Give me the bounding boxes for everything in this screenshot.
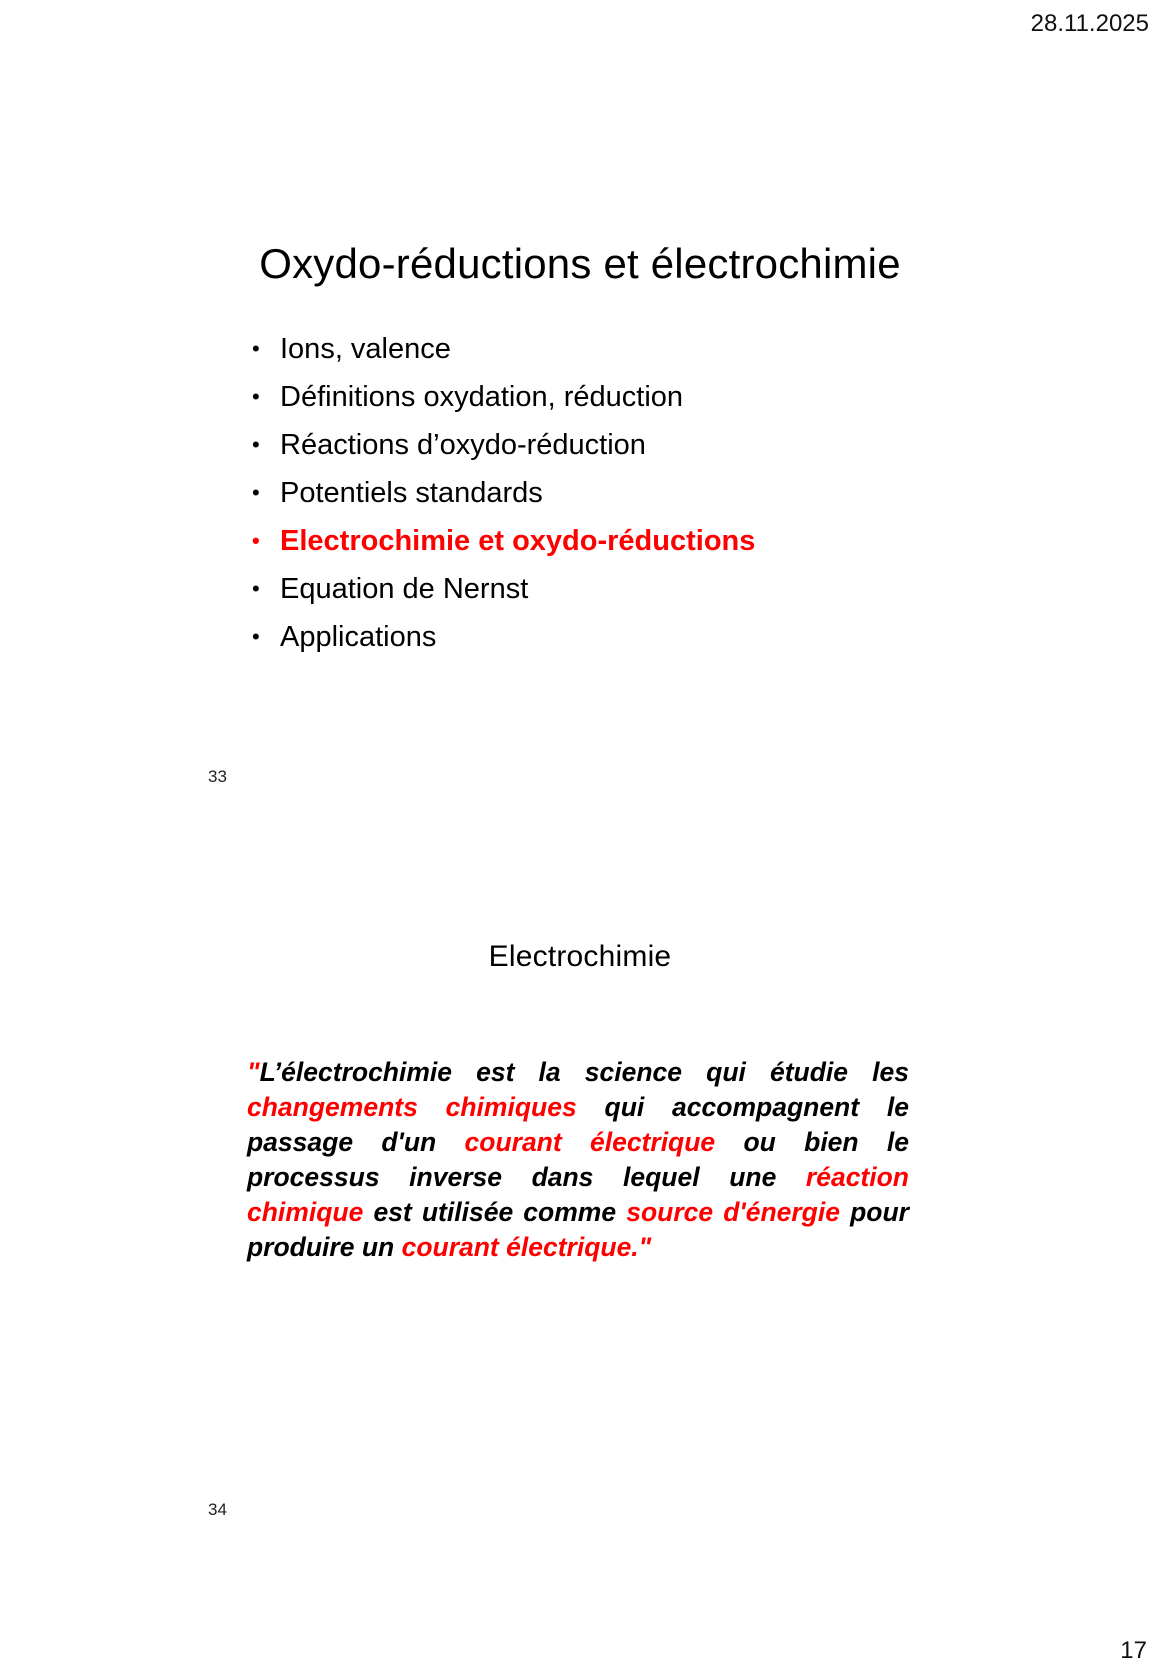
outline-item-label: Electrochimie et oxydo-réductions (280, 525, 756, 557)
bullet-icon: • (252, 432, 260, 457)
quote-segment-highlight: " (247, 1057, 260, 1087)
definition-quote (247, 1055, 909, 1265)
bullet-icon: • (252, 336, 260, 361)
bullet-icon: • (252, 624, 260, 649)
slide-number: 34 (208, 1500, 227, 1519)
outline-item-electrochimie-active (252, 517, 755, 565)
quote-segment: ou bien le processus inverse dans lequel une (247, 1127, 909, 1192)
slide-number: 33 (208, 767, 227, 786)
slide-33 (200, 210, 960, 800)
outline-item-label: Equation de Nernst (280, 573, 529, 605)
outline-item-definitions (252, 373, 755, 421)
outline-item-label: Ions, valence (280, 333, 451, 365)
outline-item-label: Définitions oxydation, réduction (280, 381, 684, 413)
quote-segment-highlight: réaction chimique (247, 1162, 909, 1227)
quote-segment: qui accompagnent le passage d'un (247, 1092, 909, 1157)
quote-segment-highlight: courant électrique (464, 1127, 716, 1157)
bullet-icon: • (252, 576, 260, 601)
slide-title: Electrochimie (488, 940, 672, 973)
outline-item-applications (252, 613, 755, 661)
outline-item-potentiels (252, 469, 755, 517)
outline-item-ions (252, 325, 755, 373)
outline-item-reactions (252, 421, 755, 469)
page-date: 28.11.2025 (1030, 10, 1149, 37)
outline-item-label: Réactions d’oxydo-réduction (280, 429, 646, 461)
quote-segment-highlight: courant électrique." (401, 1232, 652, 1262)
quote-segment: pour produire un (247, 1197, 909, 1262)
bullet-icon: • (252, 384, 260, 409)
outline-item-label: Applications (280, 621, 437, 653)
outline-item-nernst (252, 565, 755, 613)
quote-segment: est utilisée comme (363, 1197, 627, 1227)
slide-title: Oxydo-réductions et électrochimie (259, 240, 901, 287)
bullet-icon: • (252, 528, 260, 553)
slide-34 (200, 930, 960, 1530)
outline-list (252, 325, 755, 661)
quote-segment-highlight: source d'énergie (626, 1197, 840, 1227)
quote-segment: L’électrochimie est la science qui étudie les (259, 1057, 909, 1087)
bullet-icon: • (252, 480, 260, 505)
page-number: 17 (1120, 1637, 1147, 1664)
outline-item-label: Potentiels standards (280, 477, 543, 509)
quote-segment-highlight: changements chimiques (247, 1092, 577, 1122)
